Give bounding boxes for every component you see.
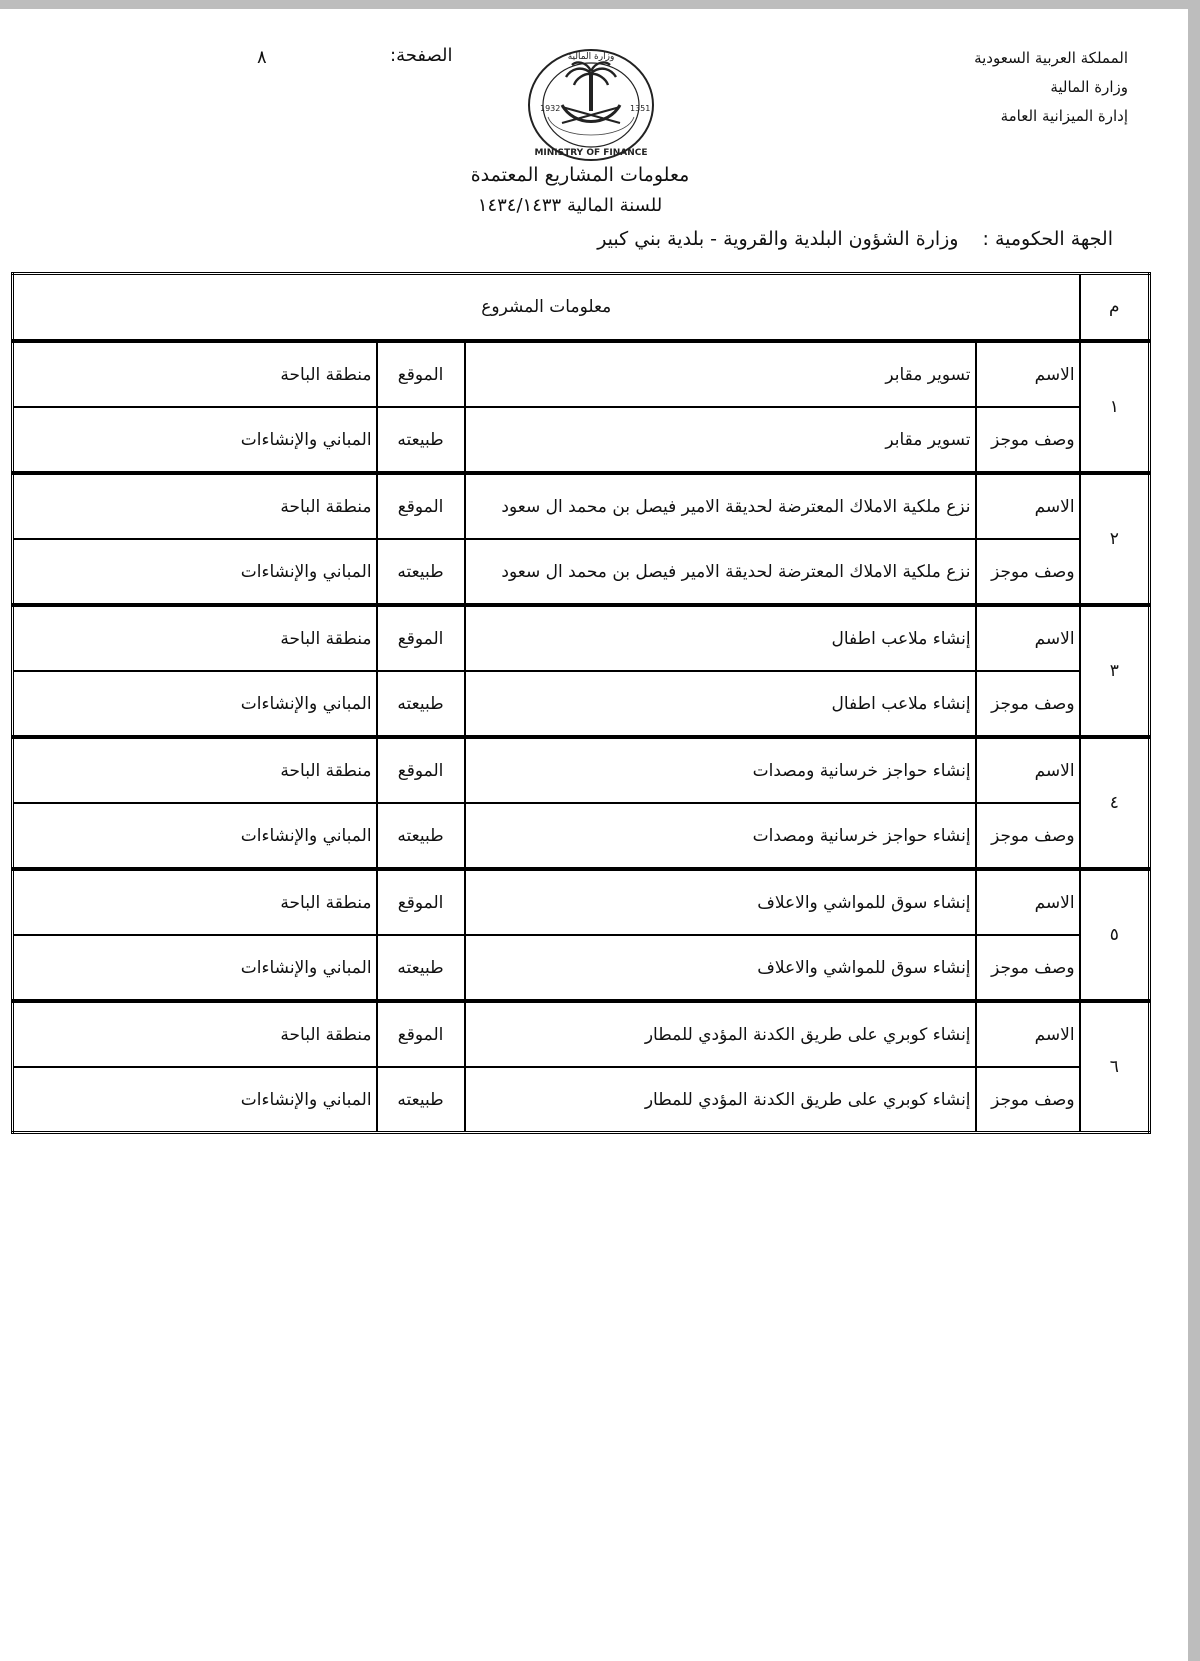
project-location: منطقة الباحة [13, 1001, 377, 1067]
row-number: ٦ [1080, 1001, 1150, 1133]
label-location: الموقع [377, 605, 465, 671]
table-row [13, 539, 1150, 605]
project-name: إنشاء كوبري على طريق الكدنة المؤدي للمطار [465, 1001, 976, 1067]
label-name: الاسم [976, 1001, 1080, 1067]
table-row [13, 869, 1150, 935]
projects-table [11, 272, 1151, 1134]
project-location: منطقة الباحة [13, 737, 377, 803]
label-nature: طبيعته [377, 803, 465, 869]
project-name: تسوير مقابر [465, 341, 976, 407]
project-location: منطقة الباحة [13, 605, 377, 671]
row-number: ٥ [1080, 869, 1150, 1001]
project-description: إنشاء سوق للمواشي والاعلاف [465, 935, 976, 1001]
table-row [13, 407, 1150, 473]
label-description: وصف موجز [976, 803, 1080, 869]
table-row [13, 473, 1150, 539]
project-description: إنشاء حواجز خرسانية ومصدات [465, 803, 976, 869]
label-description: وصف موجز [976, 935, 1080, 1001]
col-header-project-info: معلومات المشروع [13, 274, 1080, 342]
label-nature: طبيعته [377, 407, 465, 473]
label-description: وصف موجز [976, 539, 1080, 605]
project-name: إنشاء سوق للمواشي والاعلاف [465, 869, 976, 935]
project-name: نزع ملكية الاملاك المعترضة لحديقة الامير فيصل بن محمد ال سعود [465, 473, 976, 539]
project-description: تسوير مقابر [465, 407, 976, 473]
label-name: الاسم [976, 341, 1080, 407]
table-row [13, 737, 1150, 803]
label-location: الموقع [377, 341, 465, 407]
government-entity-line [597, 228, 1113, 250]
label-nature: طبيعته [377, 539, 465, 605]
table-header-row [13, 274, 1150, 342]
ministry-of-finance-logo [526, 47, 656, 163]
label-description: وصف موجز [976, 407, 1080, 473]
project-nature: المباني والإنشاءات [13, 935, 377, 1001]
project-description: نزع ملكية الاملاك المعترضة لحديقة الامير فيصل بن محمد ال سعود [465, 539, 976, 605]
project-name: إنشاء ملاعب اطفال [465, 605, 976, 671]
project-description: إنشاء كوبري على طريق الكدنة المؤدي للمطار [465, 1067, 976, 1133]
svg-text:1932: 1932 [540, 104, 561, 113]
label-name: الاسم [976, 869, 1080, 935]
table-row [13, 1001, 1150, 1067]
page-number: ٨ [257, 47, 267, 68]
label-location: الموقع [377, 473, 465, 539]
department-name: إدارة الميزانية العامة [1000, 107, 1128, 125]
table-row [13, 671, 1150, 737]
label-name: الاسم [976, 737, 1080, 803]
project-location: منطقة الباحة [13, 341, 377, 407]
project-location: منطقة الباحة [13, 869, 377, 935]
table-row [13, 1067, 1150, 1133]
table-row [13, 605, 1150, 671]
label-name: الاسم [976, 473, 1080, 539]
svg-text:وزارة المالية: وزارة المالية [567, 52, 615, 62]
row-number: ٣ [1080, 605, 1150, 737]
project-nature: المباني والإنشاءات [13, 1067, 377, 1133]
row-number: ٢ [1080, 473, 1150, 605]
project-nature: المباني والإنشاءات [13, 539, 377, 605]
country-name: المملكة العربية السعودية [974, 49, 1128, 67]
svg-text:1351: 1351 [630, 104, 651, 113]
project-location: منطقة الباحة [13, 473, 377, 539]
entity-value: وزارة الشؤون البلدية والقروية - بلدية بني كبير [597, 228, 959, 250]
label-location: الموقع [377, 1001, 465, 1067]
label-description: وصف موجز [976, 1067, 1080, 1133]
col-header-number: م [1080, 274, 1150, 342]
project-nature: المباني والإنشاءات [13, 407, 377, 473]
entity-label: الجهة الحكومية : [982, 228, 1113, 250]
row-number: ٤ [1080, 737, 1150, 869]
label-location: الموقع [377, 869, 465, 935]
row-number: ١ [1080, 341, 1150, 473]
project-nature: المباني والإنشاءات [13, 671, 377, 737]
header-issuer-block [868, 44, 1128, 131]
label-nature: طبيعته [377, 671, 465, 737]
svg-text:MINISTRY OF FINANCE: MINISTRY OF FINANCE [534, 148, 648, 158]
label-nature: طبيعته [377, 935, 465, 1001]
document-page [0, 9, 1188, 1661]
label-location: الموقع [377, 737, 465, 803]
ministry-name: وزارة المالية [1050, 78, 1128, 96]
document-title: معلومات المشاريع المعتمدة [470, 164, 690, 186]
table-row [13, 341, 1150, 407]
project-nature: المباني والإنشاءات [13, 803, 377, 869]
table-row [13, 803, 1150, 869]
label-nature: طبيعته [377, 1067, 465, 1133]
document-subtitle-fiscal-year: للسنة المالية ١٤٣٤/١٤٣٣ [477, 195, 663, 216]
project-description: إنشاء ملاعب اطفال [465, 671, 976, 737]
label-description: وصف موجز [976, 671, 1080, 737]
label-name: الاسم [976, 605, 1080, 671]
table-row [13, 935, 1150, 1001]
project-name: إنشاء حواجز خرسانية ومصدات [465, 737, 976, 803]
page-label: الصفحة: [390, 45, 453, 66]
